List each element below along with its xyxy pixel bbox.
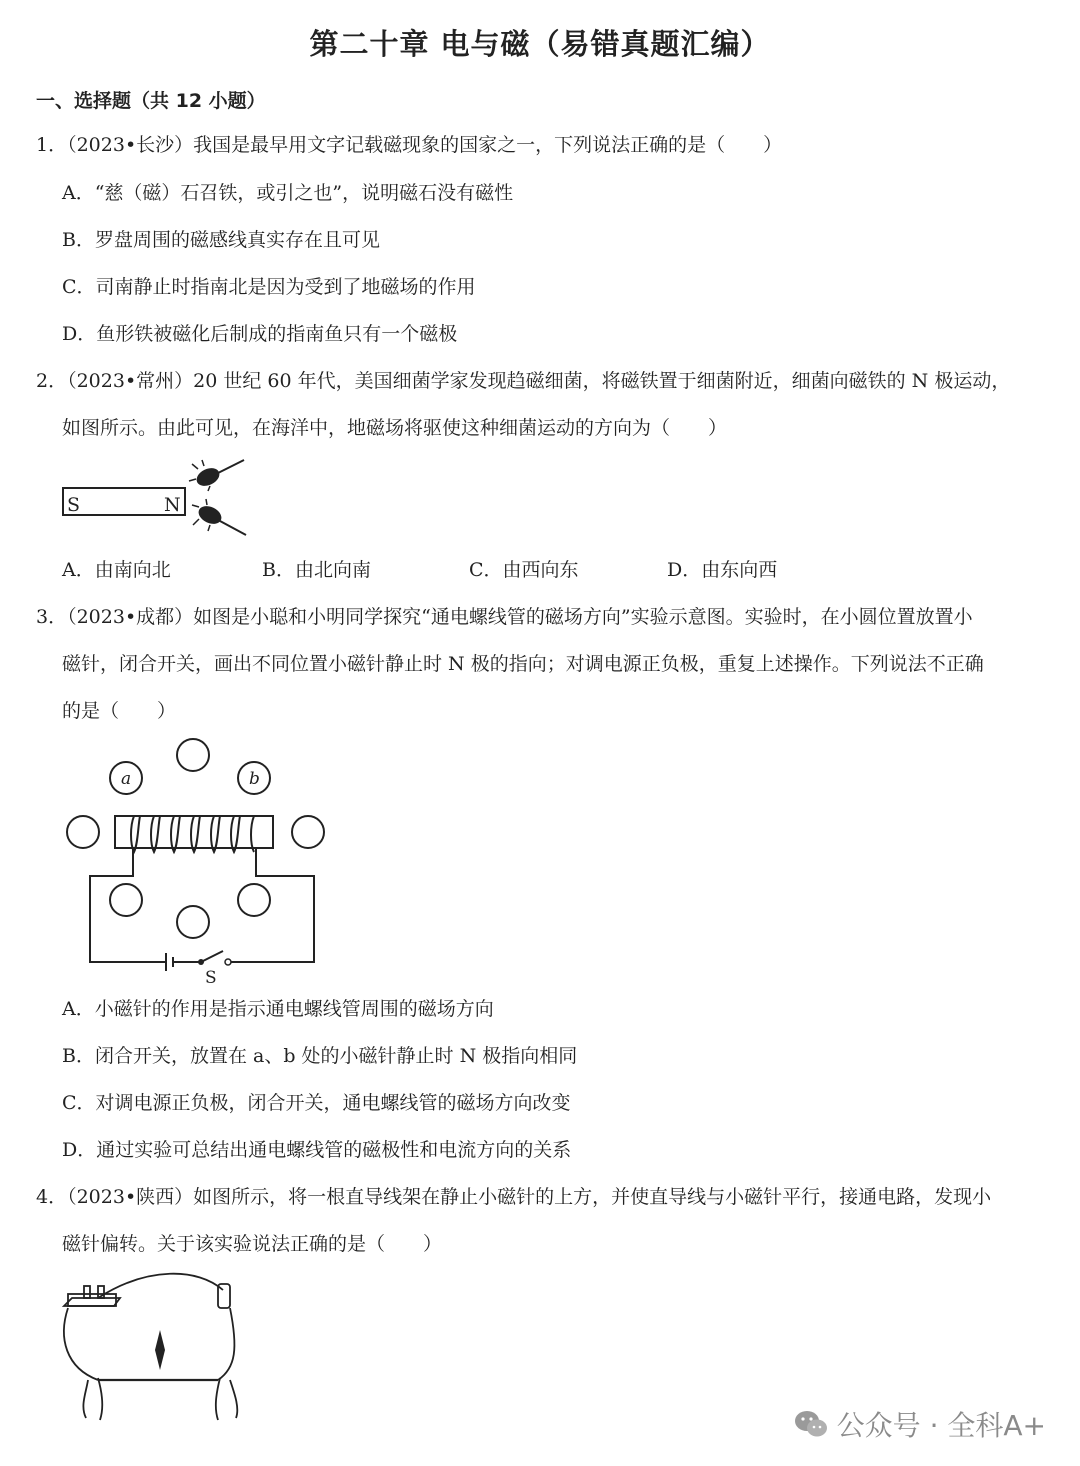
switch-platform: [64, 1298, 120, 1306]
watermark-text: 公众号 · 全科A+: [836, 1409, 1046, 1442]
question-1-option-d: D．鱼形铁被磁化后制成的指南鱼只有一个磁极: [62, 323, 458, 345]
question-1-stem: 1．（2023•长沙）我国是最早用文字记载磁现象的国家之一，下列说法正确的是（ ）: [36, 134, 783, 156]
magnet-n-label: N: [164, 494, 181, 516]
wechat-icon: [793, 1409, 829, 1439]
wire-left-loop: [64, 1308, 98, 1380]
question-4-stem-line-1: 4．（2023•陕西）如图所示，将一根直导线架在静止小磁针的上方，并使直导线与小磁针平行，接通电路，发现小: [36, 1186, 992, 1208]
compass-position-left: [67, 816, 99, 848]
question-2-option-b: B．由北向南: [262, 559, 371, 581]
bacterium-upper-icon: [189, 460, 244, 491]
wire-right: [228, 848, 314, 962]
question-3-stem-line-3: 的是（ ）: [62, 700, 177, 722]
wire-left: [90, 848, 166, 962]
compass-position-right: [292, 816, 324, 848]
compass-position-top: [177, 739, 209, 771]
question-3-option-b: B．闭合开关，放置在 a、b 处的小磁针静止时 N 极指向相同: [62, 1045, 578, 1067]
question-3-option-a: A．小磁针的作用是指示通电螺线管周围的磁场方向: [62, 998, 494, 1020]
wire-right-loop: [218, 1308, 234, 1380]
magnet-s-label: S: [67, 494, 81, 516]
question-1-option-c: C．司南静止时指南北是因为受到了地磁场的作用: [62, 276, 476, 298]
question-2-option-a: A．由南向北: [62, 559, 171, 581]
question-1-option-a: A．“慈（磁）石召铁，或引之也”，说明磁石没有磁性: [62, 182, 514, 204]
oersted-experiment-figure: [58, 1268, 258, 1423]
switch-base: [68, 1294, 116, 1306]
watermark: [793, 1404, 1046, 1444]
question-3-option-d: D．通过实验可总结出通电螺线管的磁极性和电流方向的关系: [62, 1139, 572, 1161]
position-b-label: b: [249, 769, 260, 789]
bacterium-lower-icon: [192, 499, 246, 535]
switch-s-label: S: [205, 968, 217, 986]
question-1-option-b: B．罗盘周围的磁感线真实存在且可见: [62, 229, 380, 251]
solenoid-coil: [131, 816, 254, 852]
question-3-stem-line-2: 磁针，闭合开关，画出不同位置小磁针静止时 N 极的指向；对调电源正负极，重复上述操作。下列说法不正确: [62, 653, 984, 675]
switch-pivot: [198, 959, 204, 965]
compass-position-lower-right: [238, 884, 270, 916]
question-3-stem-line-1: 3．（2023•成都）如图是小聪和小明同学探究“通电螺线管的磁场方向”实验示意图。实验时，在小圆位置放置小: [36, 606, 973, 628]
question-2-option-d: D．由东向西: [667, 559, 778, 581]
compass-needle-icon: [155, 1330, 165, 1370]
question-3-option-c: C．对调电源正负极，闭合开关，通电螺线管的磁场方向改变: [62, 1092, 571, 1114]
position-a-label: a: [121, 769, 132, 789]
left-hand: [83, 1378, 102, 1420]
question-2-option-c: C．由西向东: [469, 559, 579, 581]
right-hand: [216, 1378, 237, 1420]
magnet-bacteria-figure: [58, 455, 258, 545]
section-heading: 一、选择题（共 12 小题）: [36, 90, 266, 112]
question-4-stem-line-2: 磁针偏转。关于该实验说法正确的是（ ）: [62, 1233, 443, 1255]
question-2-stem-line-1: 2．（2023•常州）20 世纪 60 年代，美国细菌学家发现趋磁细菌，将磁铁置于细菌附近，细菌向磁铁的 N 极运动，: [36, 370, 1011, 392]
question-2-stem-line-2: 如图所示。由此可见，在海洋中，地磁场将驱使这种细菌运动的方向为（ ）: [62, 417, 728, 439]
compass-position-bottom: [177, 906, 209, 938]
compass-position-lower-left: [110, 884, 142, 916]
switch-post-left: [84, 1286, 90, 1298]
page-title: 第二十章 电与磁（易错真题汇编）: [309, 27, 771, 61]
solenoid-circuit-figure: [60, 734, 335, 986]
switch-lever: [201, 951, 223, 962]
switch-contact: [225, 959, 231, 965]
